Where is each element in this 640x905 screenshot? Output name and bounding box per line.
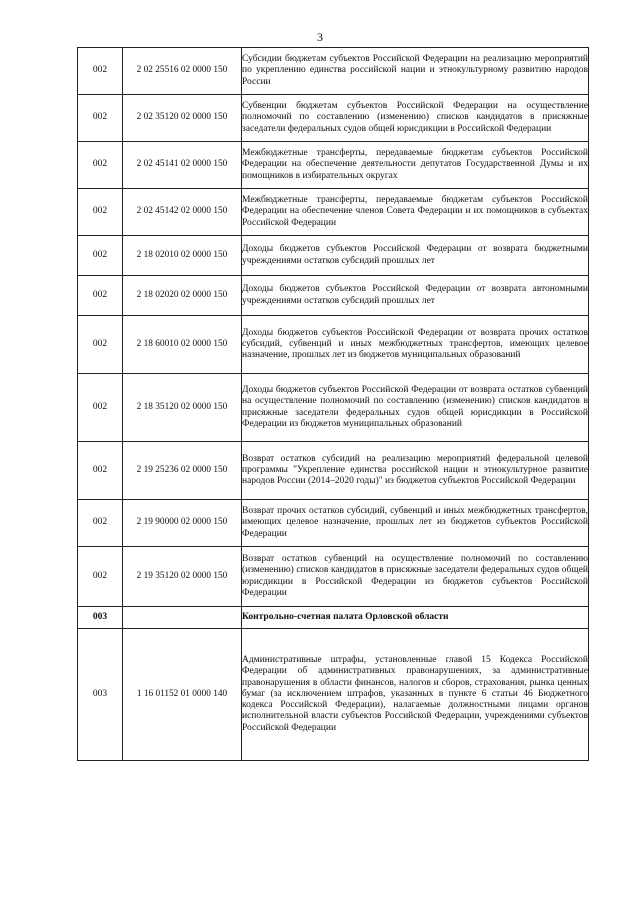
table-row <box>78 48 589 95</box>
revenue-name-cell: Административные штрафы, установленные главой 15 Кодекса Российской Федерации об административных правонарушениях, за административные правонарушения в области финансов, налогов и сборов, страхования, рынка ценных бумаг (за исключением штрафов, указанных в пункте 6 статьи 46 Бюджетного кодекса Российской Федерации), налагаемые должностными лицами органов исполнительной власти субъектов Российской Федерации, учреждениями субъектов Российской Федерации <box>242 629 589 761</box>
admin-code-cell: 002 <box>78 48 123 95</box>
admin-code-cell: 002 <box>78 276 123 316</box>
revenue-code-cell: 2 02 45142 02 0000 150 <box>123 189 242 236</box>
revenue-code-cell: 2 19 35120 02 0000 150 <box>123 547 242 607</box>
table-row <box>78 95 589 142</box>
table-row <box>78 316 589 374</box>
admin-code-cell: 002 <box>78 374 123 442</box>
admin-code-cell: 002 <box>78 142 123 189</box>
table-body <box>78 48 589 761</box>
revenue-name-cell: Субсидии бюджетам субъектов Российской Федерации на реализацию мероприятий по укреплению единства российской нации и этнокультурному развитию народов России <box>242 48 589 95</box>
table-row <box>78 629 589 761</box>
admin-code-cell: 002 <box>78 547 123 607</box>
admin-code-cell: 002 <box>78 500 123 547</box>
admin-code-cell: 003 <box>78 607 123 629</box>
table-row <box>78 500 589 547</box>
admin-code-cell: 002 <box>78 442 123 500</box>
table-row <box>78 189 589 236</box>
revenue-code-cell: 2 18 60010 02 0000 150 <box>123 316 242 374</box>
revenue-name-cell: Субвенции бюджетам субъектов Российской Федерации на осуществление полномочий по составлению (изменению) списков кандидатов в присяжные заседатели федеральных судов общей юрисдикции в Российской Федерации <box>242 95 589 142</box>
revenue-name-cell: Межбюджетные трансферты, передаваемые бюджетам субъектов Российской Федерации на обеспечение деятельности депутатов Государственной Думы и их помощников в избирательных округах <box>242 142 589 189</box>
admin-code-cell: 003 <box>78 629 123 761</box>
admin-code-cell: 002 <box>78 236 123 276</box>
budget-revenue-table <box>77 47 589 761</box>
revenue-code-cell: 1 16 01152 01 0000 140 <box>123 629 242 761</box>
revenue-name-cell: Межбюджетные трансферты, передаваемые бюджетам субъектов Российской Федерации на обеспечение членов Совета Федерации и их помощников в субъектах Российской Федерации <box>242 189 589 236</box>
revenue-name-cell: Контрольно-счетная палата Орловской области <box>242 607 589 629</box>
revenue-name-cell: Возврат остатков субвенций на осуществление полномочий по составлению (изменению) списков кандидатов в присяжные заседатели федеральных судов общей юрисдикции в Российской Федерации из бюджетов субъектов Российской Федерации <box>242 547 589 607</box>
revenue-name-cell: Доходы бюджетов субъектов Российской Федерации от возврата прочих остатков субсидий, субвенций и иных межбюджетных трансфертов, имеющих целевое назначение, прошлых лет из бюджетов муниципальных образований <box>242 316 589 374</box>
admin-code-cell: 002 <box>78 189 123 236</box>
table-group-row <box>78 607 589 629</box>
revenue-code-cell: 2 02 25516 02 0000 150 <box>123 48 242 95</box>
revenue-name-cell: Возврат остатков субсидий на реализацию мероприятий федеральной целевой программы "Укрепление единства российской нации и этнокультурное развитие народов России (2014–2020 годы)" из бюджетов субъектов Российской Федерации <box>242 442 589 500</box>
revenue-code-cell: 2 18 02020 02 0000 150 <box>123 276 242 316</box>
page-number: 3 <box>317 30 323 44</box>
revenue-code-cell: 2 02 35120 02 0000 150 <box>123 95 242 142</box>
revenue-code-cell: 2 18 35120 02 0000 150 <box>123 374 242 442</box>
revenue-name-cell: Возврат прочих остатков субсидий, субвенций и иных межбюджетных трансфертов, имеющих целевое назначение, прошлых лет из бюджетов субъектов Российской Федерации <box>242 500 589 547</box>
table-row <box>78 547 589 607</box>
revenue-name-cell: Доходы бюджетов субъектов Российской Федерации от возврата бюджетными учреждениями остатков субсидий прошлых лет <box>242 236 589 276</box>
revenue-code-cell: 2 18 02010 02 0000 150 <box>123 236 242 276</box>
revenue-code-cell: 2 19 25236 02 0000 150 <box>123 442 242 500</box>
revenue-code-cell <box>123 607 242 629</box>
table-row <box>78 442 589 500</box>
revenue-code-cell: 2 19 90000 02 0000 150 <box>123 500 242 547</box>
table-row <box>78 374 589 442</box>
revenue-name-cell: Доходы бюджетов субъектов Российской Федерации от возврата остатков субвенций на осуществление полномочий по составлению (изменению) списков кандидатов в присяжные заседатели федеральных судов общей юрисдикции в Российской Федерации из бюджетов муниципальных образований <box>242 374 589 442</box>
table-row <box>78 236 589 276</box>
table-row <box>78 142 589 189</box>
revenue-name-cell: Доходы бюджетов субъектов Российской Федерации от возврата автономными учреждениями остатков субсидий прошлых лет <box>242 276 589 316</box>
table-row <box>78 276 589 316</box>
admin-code-cell: 002 <box>78 316 123 374</box>
admin-code-cell: 002 <box>78 95 123 142</box>
revenue-code-cell: 2 02 45141 02 0000 150 <box>123 142 242 189</box>
